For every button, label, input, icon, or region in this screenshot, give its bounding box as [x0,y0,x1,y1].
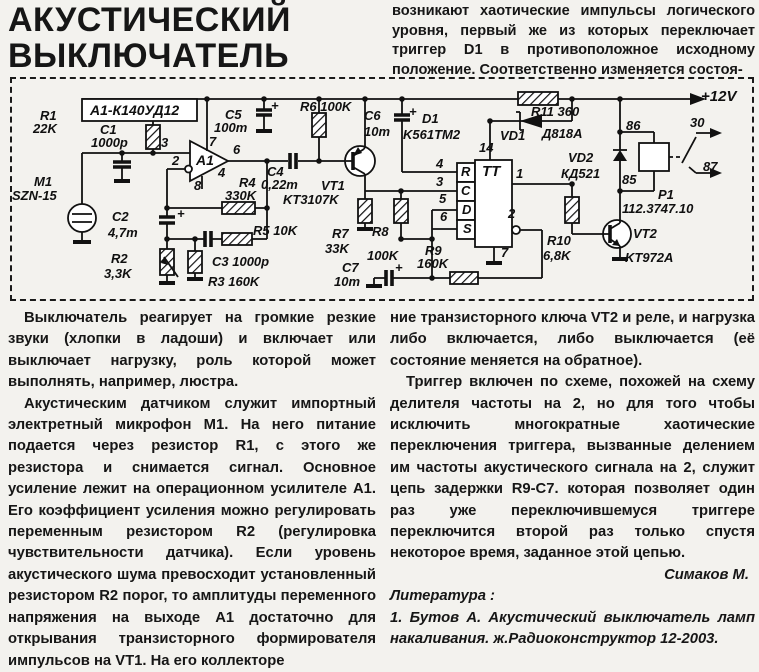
schematic-label: 10m [364,124,391,139]
schematic-label: 100m [214,120,248,135]
right-paragraph-2: Триггер включен по схеме, похожей на схему делителя частоты на 2, но для того чтобы исключить многократные хаотические переключения триггера, вызванные делением им частоты акустического сигнала на 2, служит цепь задержки R9-C7. которая позволяет один раз уже переключившемуся триггере переключится второй раз только спустя некоторое время, заданное этой цепью. [390,374,755,562]
schematic-label: TT [482,163,501,180]
schematic-label: 85 [622,172,637,187]
schematic-label: C2 [112,209,129,224]
schematic-label: 0,22m [261,177,298,192]
right-paragraph-1: ние транзисторного ключа VT2 и реле, и нагрузка либо включается, либо выключается (её состояние меняется на обратное). [390,310,755,369]
schematic-label: 4,7m [108,225,138,240]
schematic-panel [10,77,754,301]
schematic-label: 10m [334,274,361,289]
schematic-label: КД521 [561,166,601,181]
schematic-label: 3 [161,135,169,150]
schematic-label: VD2 [568,150,594,165]
schematic-label: + [409,104,417,119]
schematic-label: R [461,164,471,179]
schematic-label: 5 [439,191,447,206]
left-paragraph-2: Акустическим датчиком служит импортный электретный микрофон M1. На него питание подается через резистор R1, с этого же резистора и снимается сигнал. Основное усиление лежит на операционном усилителе A1. Его коэффициент усиления можно регулировать переменным резистором R2 (регулировка чувствительности датчика). Если уровень акустического шума превосходит установленный резистором R2 порог, то амплитуды переменного напряжения на выходе A1 достаточно для открывания транзисторного формирователя импульсов на VT1. На его коллекторе [8,395,376,669]
schematic-label: 100K [367,248,399,263]
schematic-label: 1 [516,166,524,181]
schematic-label: KT3107K [283,192,339,207]
schematic-label: R8 [372,224,389,239]
schematic-label: R2 [111,251,128,266]
schematic-label: 6 [233,142,241,157]
schematic-label: R5 10K [253,223,298,238]
schematic-label: R4 [239,175,256,190]
schematic-label: + [177,206,185,221]
schematic-label: 4 [218,165,226,180]
intro-paragraph: возникают хаотические импульсы логического уровня, первый же из которых переключает триггер D1 в противоположное исходному положение. Соответственно изменяется состоя- [392,3,755,78]
schematic-label: R1 [40,108,57,123]
schematic-label: 160K [417,256,449,271]
schematic-label: S [463,221,472,236]
schematic-label: C [461,183,471,198]
schematic-label: 7 [209,134,217,149]
schematic-label: C4 [267,164,284,179]
schematic-label: 7 [501,245,509,260]
schematic-label: M1 [34,174,53,189]
schematic-label: KT972A [625,250,674,265]
schematic-label: C1 [100,122,117,137]
literature-item: 1. Бутов А. Акустический выключатель ламп накаливания. ж.Радиоконструктор 12-2003. [390,609,755,648]
schematic-label: +12V [701,88,737,105]
schematic-label: R6 100K [300,99,352,114]
page-title [8,2,291,74]
schematic-label: C3 1000p [212,254,270,269]
body-column-left [8,308,376,672]
schematic-label: 14 [479,140,494,155]
page-title-line2: ВЫКЛЮЧАТЕЛЬ [8,37,290,75]
schematic-label: + [271,98,279,113]
schematic-label: R7 [332,226,349,241]
schematic-label: 2 [508,206,516,221]
schematic-label: 1000p [91,135,128,150]
schematic-label: SZN-15 [12,188,57,203]
schematic-label: 4 [436,156,444,171]
schematic-label: VD1 [500,128,526,143]
schematic-labels [12,79,752,299]
schematic-label: K561TM2 [403,127,461,142]
author-signature: Симаков М. [664,566,749,583]
schematic-label: + [395,260,403,275]
schematic-label: R9 [425,243,442,258]
schematic-label: А1-К140УД12 [90,102,180,118]
schematic-label: C5 [225,107,242,122]
schematic-label: VT1 [321,178,345,193]
schematic-label: D [462,202,472,217]
schematic-label: 33K [325,241,349,256]
schematic-label: 6 [440,209,448,224]
schematic-label: 22K [33,121,57,136]
schematic-label: 30 [690,115,705,130]
schematic-label: R11 360 [531,104,580,119]
schematic-label: 86 [626,118,641,133]
schematic-label: 6,8K [543,248,571,263]
schematic-label: 3,3K [104,266,132,281]
schematic-label: C7 [342,260,359,275]
schematic-label: R3 160K [208,274,260,289]
left-paragraph-1: Выключатель реагирует на громкие резкие звуки (хлопки в ладоши) и включает или выключает нагрузку, роль которой может выполнять, например, люстра. [8,310,376,391]
schematic-label: VT2 [633,226,657,241]
schematic-label: 112.3747.10 [622,201,694,216]
schematic-label: R10 [547,233,571,248]
literature-heading: Литература : [390,588,495,605]
schematic-label: 3 [436,174,444,189]
schematic-label: Д818А [542,126,583,141]
page-title-line1: АКУСТИЧЕСКИЙ [8,1,291,39]
schematic-label: 330K [225,188,257,203]
schematic-label: C6 [364,108,381,123]
schematic-label: A1 [196,152,214,168]
schematic-label: 2 [172,153,180,168]
body-column-right [390,308,755,651]
schematic-label: D1 [422,111,439,126]
schematic-label: 8 [194,178,202,193]
schematic-label: 87 [703,159,718,174]
schematic-label: P1 [658,187,674,202]
